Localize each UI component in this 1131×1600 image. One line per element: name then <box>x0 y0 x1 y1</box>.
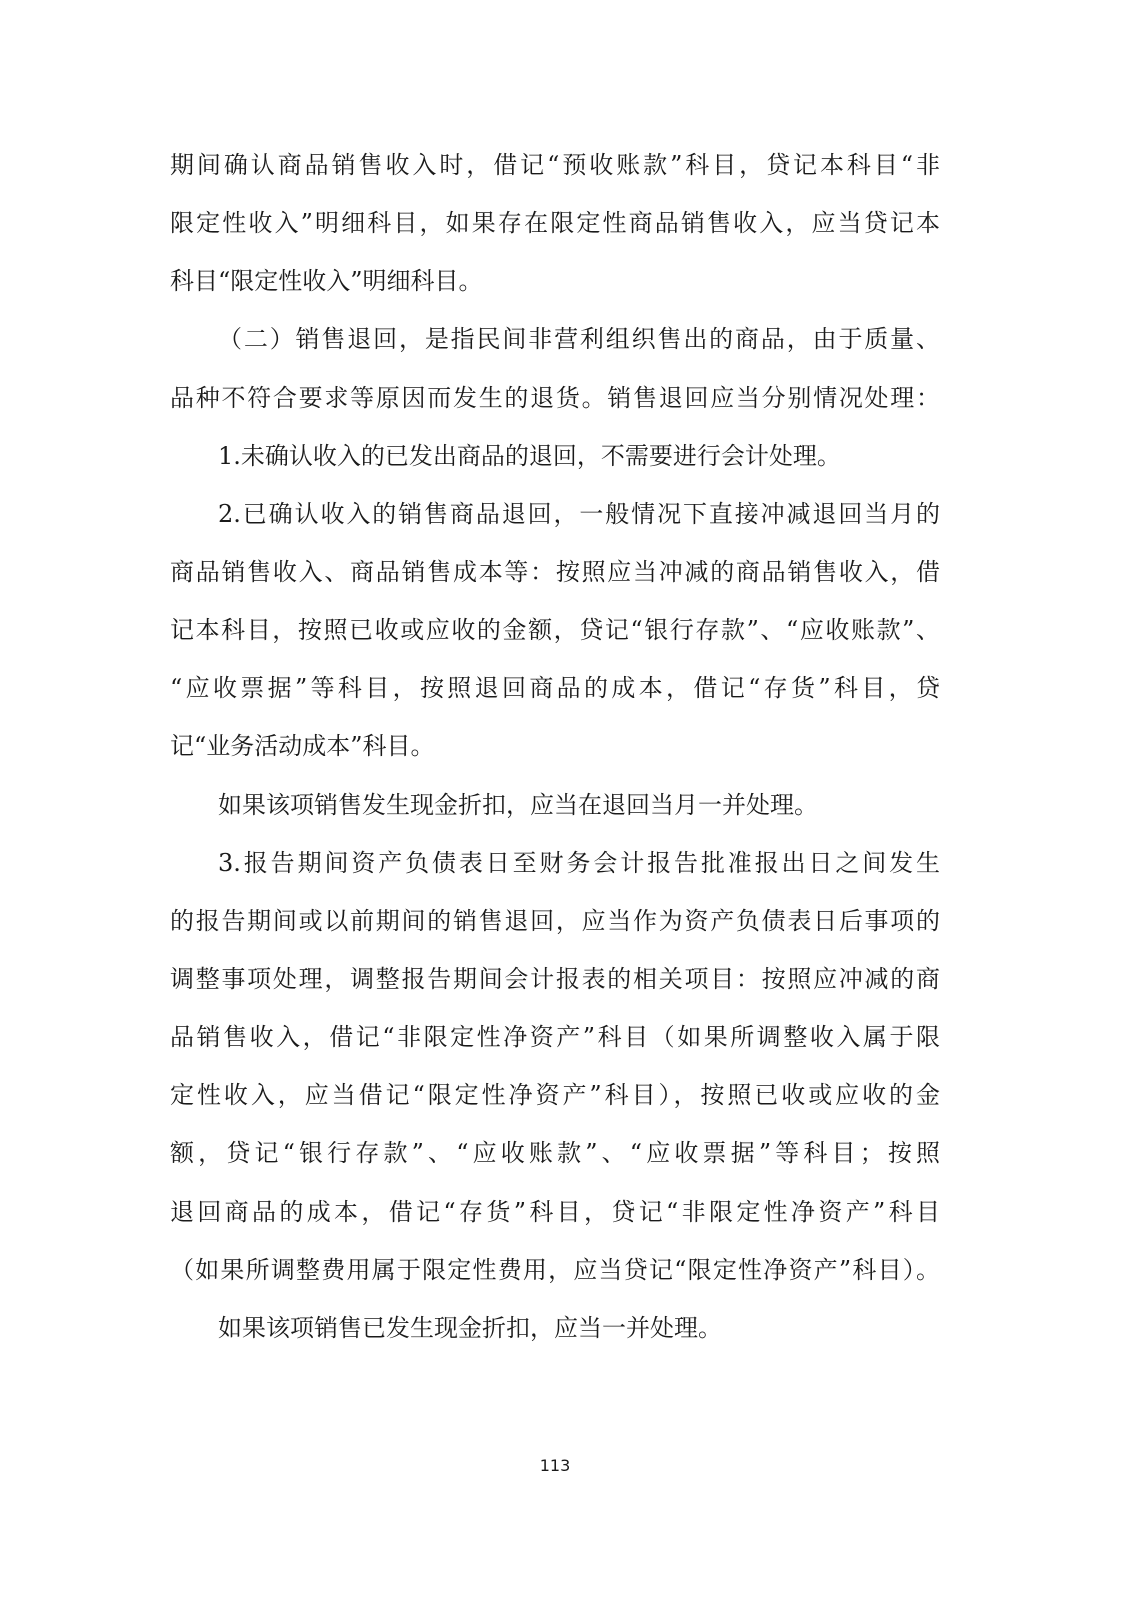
text-line: 商品销售收入、商品销售成本等：按照应当冲减的商品销售收入，借 <box>170 557 940 586</box>
text-line: 品种不符合要求等原因而发生的退货。销售退回应当分别情况处理： <box>170 383 940 412</box>
text-line: 定性收入，应当借记“限定性净资产”科目），按照已收或应收的金 <box>170 1081 940 1110</box>
list-item-3-line: 3.报告期间资产负债表日至财务会计报告批准报出日之间发生 <box>218 848 940 877</box>
text-line: 额，贷记“银行存款”、“应收账款”、“应收票据”等科目；按照 <box>170 1139 940 1168</box>
text-line: （如果所调整费用属于限定性费用，应当贷记“限定性净资产”科目）。 <box>170 1255 940 1284</box>
text-line: 品销售收入，借记“非限定性净资产”科目（如果所调整收入属于限 <box>170 1023 940 1052</box>
text-line: 记“业务活动成本”科目。 <box>170 732 435 761</box>
text-line: 如果该项销售已发生现金折扣，应当一并处理。 <box>218 1313 722 1342</box>
page-number: 113 <box>539 1456 571 1475</box>
text-line: 限定性收入”明细科目，如果存在限定性商品销售收入，应当贷记本 <box>170 209 940 238</box>
text-line: 的报告期间或以前期间的销售退回，应当作为资产负债表日后事项的 <box>170 906 940 935</box>
text-line: 记本科目，按照已收或应收的金额，贷记“银行存款”、“应收账款”、 <box>170 616 940 645</box>
text-line: 期间确认商品销售收入时，借记“预收账款”科目，贷记本科目“非 <box>170 151 940 179</box>
text-line: “应收票据”等科目，按照退回商品的成本，借记“存货”科目，贷 <box>170 674 940 703</box>
text-line: 如果该项销售发生现金折扣，应当在退回当月一并处理。 <box>218 790 818 819</box>
list-item-1-line: 1.未确认收入的已发出商品的退回，不需要进行会计处理。 <box>218 441 841 470</box>
list-item-2-line: 2.已确认收入的销售商品退回，一般情况下直接冲减退回当月的 <box>218 499 940 528</box>
section-heading-line: （二）销售退回，是指民间非营利组织售出的商品，由于质量、 <box>218 325 940 354</box>
text-line: 科目“限定性收入”明细科目。 <box>170 267 483 296</box>
text-line: 退回商品的成本，借记“存货”科目，贷记“非限定性净资产”科目 <box>170 1197 940 1226</box>
body-text <box>170 136 940 1357</box>
text-line: 调整事项处理，调整报告期间会计报表的相关项目：按照应冲减的商 <box>170 964 940 993</box>
